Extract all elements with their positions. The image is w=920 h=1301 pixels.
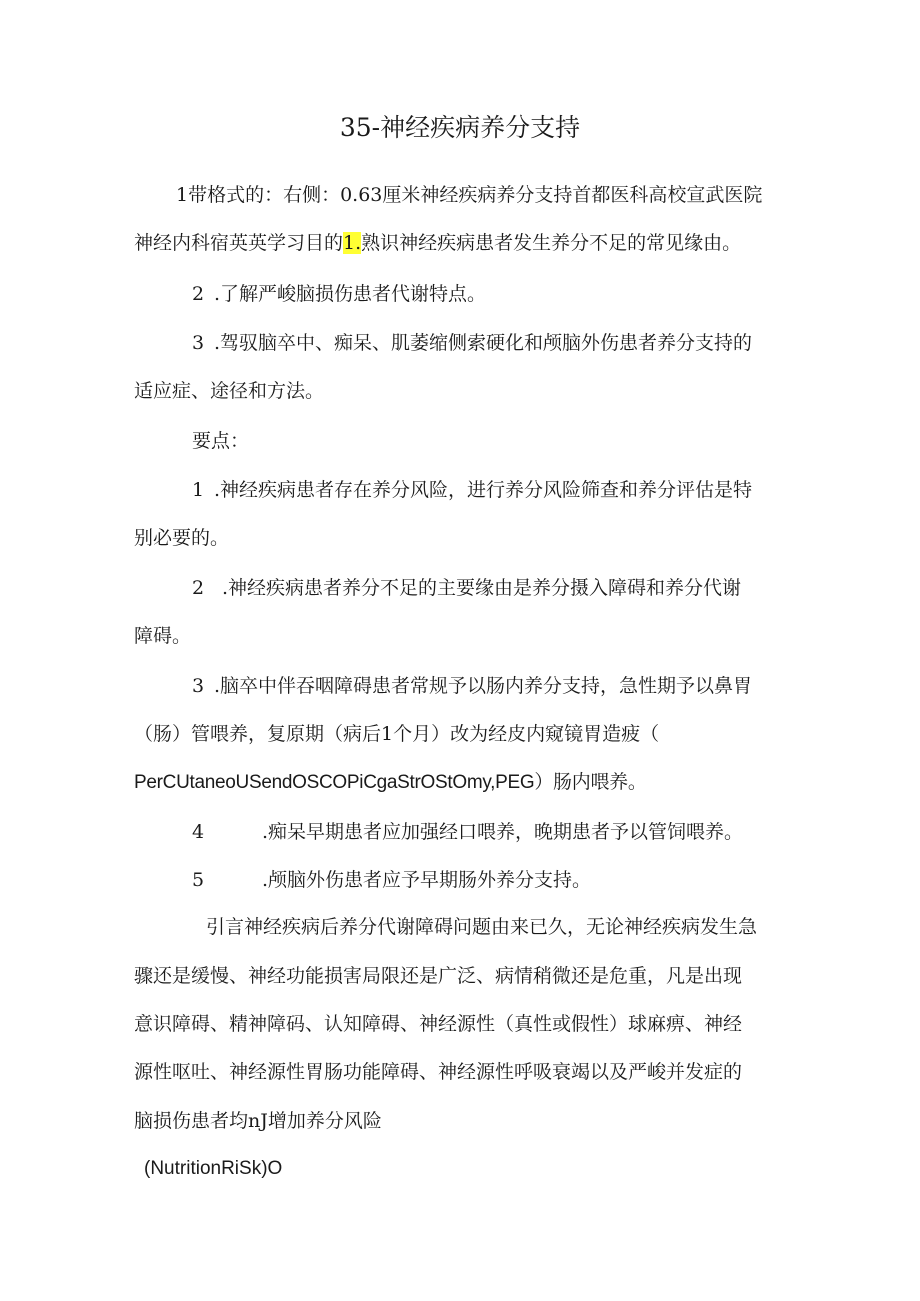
intro-line-1: 引言神经疾病后养分代谢障碍问题由来已久，无论神经疾病发生急: [206, 916, 758, 938]
objective-3-text: .驾驭脑卒中、痴呆、肌萎缩侧索硬化和颅脑外伤患者养分支持的: [214, 332, 753, 354]
keypoint-3-text-cont2: PerCUtaneoUSendOSCOPiCgaStrOStOmy,PEG）肠内喂养。: [134, 772, 647, 793]
objective-1: [134, 230, 741, 256]
keypoints-label: 要点：: [192, 430, 250, 452]
objective-3-num: 3: [192, 332, 205, 354]
keypoint-4-num: 4: [192, 821, 205, 843]
intro-line-3: 意识障碍、精神障码、认知障碍、神经源性（真性或假性）球麻痹、神经: [134, 1013, 743, 1035]
objective-1-text: 熟识神经疾病患者发生养分不足的常见缘由。: [361, 232, 742, 254]
keypoint-2-text-cont: 障碍。: [134, 625, 192, 647]
keypoint-2-text: .神经疾病患者养分不足的主要缘由是养分摄入障碍和养分代谢: [222, 577, 742, 599]
intro-line-2: 骤还是缓慢、神经功能损害局限还是广泛、病情稍微还是危重，凡是出现: [134, 965, 743, 987]
keypoint-1-text-cont: 别必要的。: [134, 527, 230, 549]
objective-2-num: 2: [192, 283, 205, 305]
keypoint-5-num: 5: [192, 869, 205, 891]
keypoint-3-text-cont: （肠）管喂养，复原期（病后1个月）改为经皮内窥镜胃造疲（: [134, 723, 660, 745]
objective-2-text: .了解严峻脑损伤患者代谢特点。: [214, 283, 487, 305]
intro-line-4: 源性呕吐、神经源性胃肠功能障碍、神经源性呼吸衰竭以及严峻并发症的: [134, 1061, 743, 1083]
intro-line-5: 脑损伤患者均nJ增加养分风险: [134, 1110, 382, 1132]
objective-3-text-cont: 适应症、途径和方法。: [134, 380, 325, 402]
highlighted-number: 1.: [343, 232, 362, 254]
objective-1-prefix: 神经内科宿英英学习目的: [134, 232, 344, 254]
intro-tail: (NutritionRiSk)O: [144, 1158, 283, 1179]
keypoint-1-num: 1: [192, 479, 205, 501]
meta-line: 1带格式的：右侧：0.63厘米神经疾病养分支持首都医科高校宣武医院: [176, 184, 763, 206]
keypoint-3-num: 3: [192, 675, 205, 697]
keypoint-1-text: .神经疾病患者存在养分风险，进行养分风险筛查和养分评估是特: [214, 479, 753, 501]
keypoint-3-text: .脑卒中伴吞咽障碍患者常规予以肠内养分支持，急性期予以鼻胃: [214, 675, 753, 697]
keypoint-2-num: 2: [192, 577, 205, 599]
keypoint-4-text: .痴呆早期患者应加强经口喂养，晚期患者予以管饲喂养。: [262, 821, 744, 843]
document-title: 35-神经疾病养分支持: [339, 113, 581, 142]
keypoint-5-text: .颅脑外伤患者应予早期肠外养分支持。: [262, 869, 592, 891]
